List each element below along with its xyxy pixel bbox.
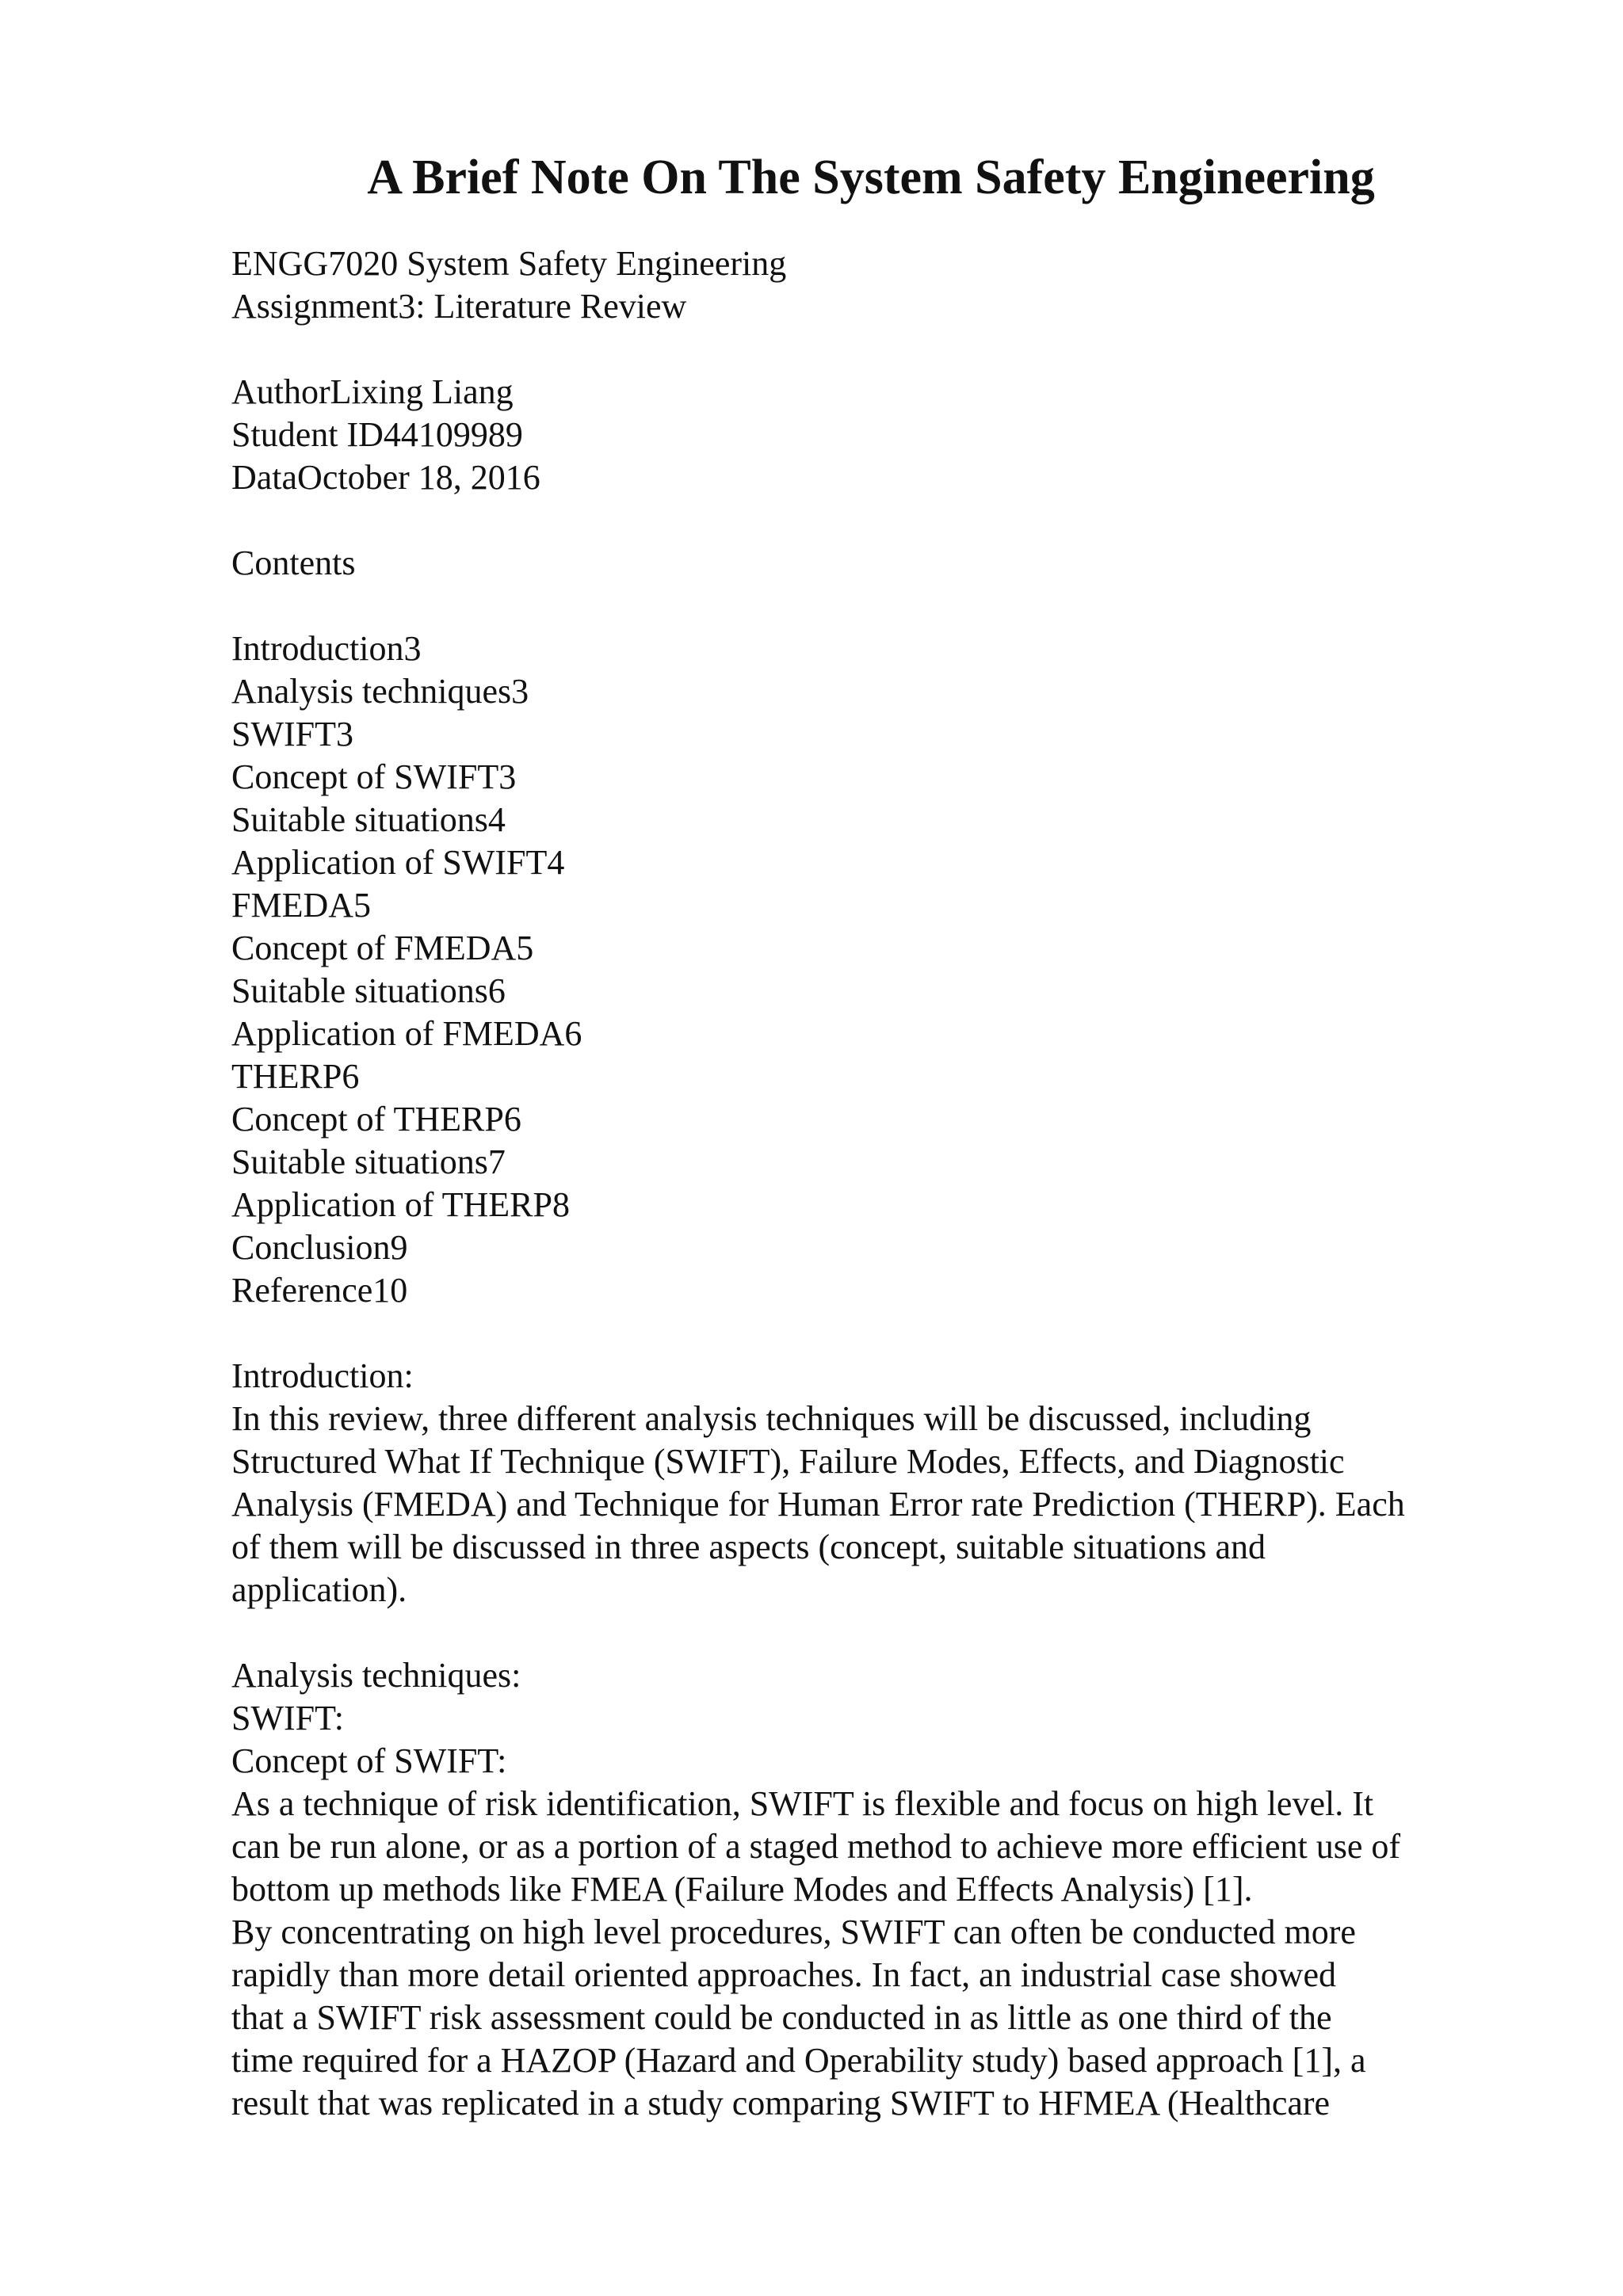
- toc-entry[interactable]: Concept of FMEDA5: [231, 929, 534, 967]
- toc-entry[interactable]: Suitable situations7: [231, 1142, 506, 1181]
- toc-entry[interactable]: Introduction3: [231, 629, 422, 668]
- paragraph-line: In this review, three different analysis techniques will be discussed, including: [231, 1399, 1312, 1438]
- spacer: [231, 328, 1515, 371]
- paragraph-line: time required for a HAZOP (Hazard and Operability study) based approach [1], a: [231, 2041, 1366, 2080]
- student-id-line: Student ID44109989: [231, 415, 523, 454]
- toc-entry[interactable]: Concept of THERP6: [231, 1100, 521, 1138]
- contents-heading: Contents: [231, 543, 356, 582]
- document-title: A Brief Note On The System Safety Engineering: [367, 151, 1375, 204]
- paragraph-line: of them will be discussed in three aspects (concept, suitable situations and: [231, 1527, 1266, 1566]
- introduction-heading: Introduction:: [231, 1356, 414, 1395]
- swift-heading: SWIFT:: [231, 1699, 345, 1737]
- spacer: [231, 1611, 1515, 1654]
- paragraph-line: As a technique of risk identification, SWIFT is flexible and focus on high level. It: [231, 1784, 1374, 1823]
- toc-entry[interactable]: Analysis techniques3: [231, 672, 529, 711]
- toc-entry[interactable]: Conclusion9: [231, 1228, 408, 1267]
- paragraph-line: rapidly than more detail oriented approaches. In fact, an industrial case showed: [231, 1955, 1337, 1994]
- spacer: [231, 1312, 1515, 1355]
- toc-entry[interactable]: Concept of SWIFT3: [231, 757, 517, 796]
- paragraph-line: Analysis (FMEDA) and Technique for Human Error rate Prediction (THERP). Each: [231, 1485, 1405, 1524]
- concept-swift-heading: Concept of SWIFT:: [231, 1741, 507, 1780]
- toc-entry[interactable]: FMEDA5: [231, 886, 372, 925]
- paragraph-line: that a SWIFT risk assessment could be conducted in as little as one third of the: [231, 1998, 1332, 2037]
- document-body: [231, 242, 1515, 2125]
- course-line: ENGG7020 System Safety Engineering: [231, 244, 787, 283]
- assignment-line: Assignment3: Literature Review: [231, 287, 687, 326]
- toc-entry[interactable]: Application of FMEDA6: [231, 1014, 582, 1053]
- analysis-heading: Analysis techniques:: [231, 1656, 521, 1695]
- toc-entry[interactable]: Suitable situations4: [231, 800, 506, 839]
- paragraph-line: bottom up methods like FMEA (Failure Modes and Effects Analysis) [1].: [231, 1870, 1253, 1909]
- paragraph-line: result that was replicated in a study comparing SWIFT to HFMEA (Healthcare: [231, 2084, 1331, 2122]
- date-line: DataOctober 18, 2016: [231, 458, 540, 497]
- concept-swift-paragraph: [231, 1783, 1515, 2125]
- spacer: [231, 499, 1515, 542]
- paragraph-line: application).: [231, 1570, 407, 1609]
- paragraph-line: By concentrating on high level procedures, SWIFT can often be conducted more: [231, 1913, 1356, 1951]
- toc-entry[interactable]: THERP6: [231, 1057, 360, 1096]
- paragraph-line: Structured What If Technique (SWIFT), Failure Modes, Effects, and Diagnostic: [231, 1442, 1345, 1481]
- toc-entry[interactable]: Suitable situations6: [231, 971, 506, 1010]
- spacer: [231, 585, 1515, 627]
- author-line: AuthorLixing Liang: [231, 372, 514, 411]
- paragraph-line: can be run alone, or as a portion of a staged method to achieve more efficient use of: [231, 1827, 1401, 1866]
- introduction-paragraph: [231, 1398, 1515, 1611]
- table-of-contents: [231, 627, 1515, 1312]
- toc-entry[interactable]: Reference10: [231, 1271, 408, 1310]
- toc-entry[interactable]: Application of SWIFT4: [231, 843, 565, 882]
- toc-entry[interactable]: Application of THERP8: [231, 1185, 570, 1224]
- toc-entry[interactable]: SWIFT3: [231, 715, 353, 753]
